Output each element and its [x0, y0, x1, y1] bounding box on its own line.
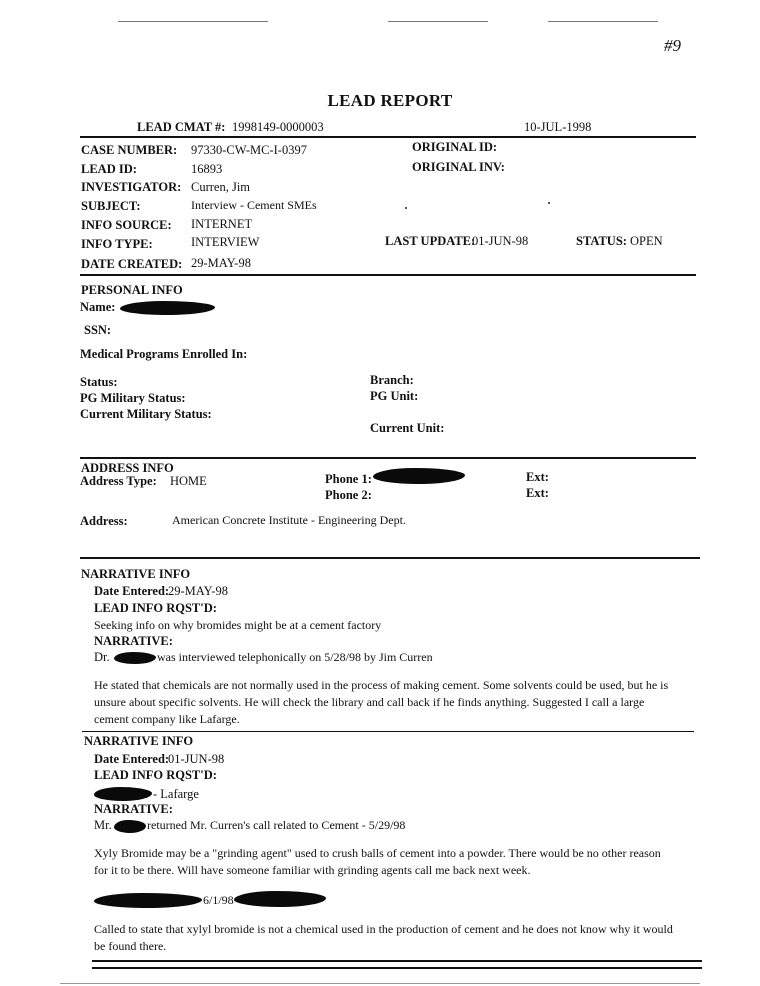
lead-info-rqst-label-2: LEAD INFO RQST'D:	[94, 768, 217, 782]
narrative-paragraph: He stated that chemicals are not normally used in the process of making cement. Some solvents could be used, but he is unsure about specific solvents. He will check the library and call back if he finds anything. Suggested I call a large cement company like Lafarge.	[94, 678, 669, 726]
narrative-line-prefix: Dr.	[94, 650, 110, 664]
redaction-mr-name	[114, 820, 146, 833]
redaction-followup-note	[234, 891, 326, 907]
redaction-doctor-name	[114, 652, 156, 664]
lead-id-label: LEAD ID:	[81, 162, 137, 176]
ext1-label: Ext:	[526, 470, 549, 484]
last-update-value: 01-JUN-98	[472, 234, 529, 248]
narrative-paragraph-3: Called to state that xylyl bromide is not a chemical used in the production of cement and he does not know why it would be found there.	[94, 922, 673, 953]
branch-label: Branch:	[370, 373, 414, 387]
redaction-name	[120, 301, 215, 315]
address-type-label: Address Type:	[80, 474, 157, 488]
date-entered-value-2: 01-JUN-98	[168, 752, 225, 766]
cmat-label: LEAD CMAT #:	[137, 120, 226, 134]
date-entered-value: 29-MAY-98	[168, 584, 228, 598]
status-label: STATUS:	[576, 234, 627, 248]
report-title: LEAD REPORT	[327, 91, 453, 110]
investigator-label: INVESTIGATOR:	[81, 180, 182, 194]
followup-date: 6/1/98	[203, 893, 234, 907]
redaction-followup-name	[94, 893, 202, 908]
phone2-label: Phone 2:	[325, 488, 372, 502]
case-number-label: CASE NUMBER:	[81, 143, 178, 157]
scan-mark-top-left	[118, 21, 268, 22]
ssn-label: SSN:	[84, 323, 112, 337]
current-unit-label: Current Unit:	[370, 421, 445, 435]
lead-info-rqst-text: Seeking info on why bromides might be at a cement factory	[94, 618, 382, 632]
handwritten-page-mark: #9	[664, 36, 681, 55]
address-type-value: HOME	[170, 474, 207, 488]
narrative-line-prefix-2: Mr.	[94, 818, 112, 832]
info-type-value: INTERVIEW	[191, 235, 260, 249]
scan-mark-top-mid	[388, 21, 488, 22]
narrative-line-suffix-2: returned Mr. Curren's call related to Cement - 5/29/98	[147, 818, 406, 832]
info-type-label: INFO TYPE:	[81, 237, 153, 251]
info-source-value: INTERNET	[191, 217, 253, 231]
speck	[548, 202, 550, 204]
divider	[92, 967, 702, 969]
investigator-value: Curren, Jim	[191, 180, 251, 194]
narrative-info-heading: NARRATIVE INFO	[81, 567, 191, 581]
lead-id-value: 16893	[191, 162, 223, 176]
date-created-label: DATE CREATED:	[81, 257, 183, 271]
info-source-label: INFO SOURCE:	[81, 218, 172, 232]
speck	[405, 207, 407, 209]
redaction-contact-name	[94, 787, 152, 801]
date-entered-label: Date Entered:	[94, 584, 170, 598]
status-value: OPEN	[630, 234, 663, 248]
ext2-label: Ext:	[526, 486, 549, 500]
name-label: Name:	[80, 300, 116, 314]
narrative-paragraph-2: Xyly Bromide may be a "grinding agent" used to crush balls of cement into a powder. There would be no other reason for it to be there. Will have someone familiar with grinding agents call me back next week.	[94, 846, 661, 877]
redaction-phone	[373, 468, 465, 484]
divider	[80, 136, 696, 138]
divider	[82, 731, 694, 732]
military-status-label: Status:	[80, 375, 118, 389]
personal-info-heading: PERSONAL INFO	[81, 283, 183, 297]
divider	[92, 960, 702, 962]
current-military-status-label: Current Military Status:	[80, 407, 212, 421]
narrative-info-heading-2: NARRATIVE INFO	[84, 734, 194, 748]
address-info-heading: ADDRESS INFO	[81, 461, 174, 475]
phone1-label: Phone 1:	[325, 472, 372, 486]
divider	[80, 557, 700, 559]
original-id-label: ORIGINAL ID:	[412, 140, 498, 154]
divider	[80, 457, 696, 459]
narrative-label-2: NARRATIVE:	[94, 802, 173, 816]
address-value: American Concrete Institute - Engineering Dept.	[172, 513, 406, 527]
subject-label: SUBJECT:	[81, 199, 141, 213]
pg-unit-label: PG Unit:	[370, 389, 419, 403]
narrative-line-suffix: was interviewed telephonically on 5/28/98 by Jim Curren	[157, 650, 433, 664]
report-date: 10-JUL-1998	[524, 120, 592, 134]
cmat-value: 1998149-0000003	[232, 120, 324, 134]
address-label: Address:	[80, 514, 128, 528]
pg-military-status-label: PG Military Status:	[80, 391, 186, 405]
scan-mark-top-right	[548, 21, 658, 22]
date-created-value: 29-MAY-98	[191, 256, 251, 270]
last-update-label: LAST UPDATE:	[385, 234, 476, 248]
medical-programs-label: Medical Programs Enrolled In:	[80, 347, 248, 361]
lead-info-rqst-label: LEAD INFO RQST'D:	[94, 601, 217, 615]
divider	[80, 274, 696, 276]
scan-edge-bottom	[60, 983, 700, 984]
case-number-value: 97330-CW-MC-I-0397	[191, 143, 307, 157]
original-inv-label: ORIGINAL INV:	[412, 160, 505, 174]
narrative-label: NARRATIVE:	[94, 634, 173, 648]
subject-value: Interview - Cement SMEs	[191, 198, 317, 212]
lead-info-rqst-text-2: - Lafarge	[153, 787, 199, 801]
date-entered-label-2: Date Entered:	[94, 752, 170, 766]
